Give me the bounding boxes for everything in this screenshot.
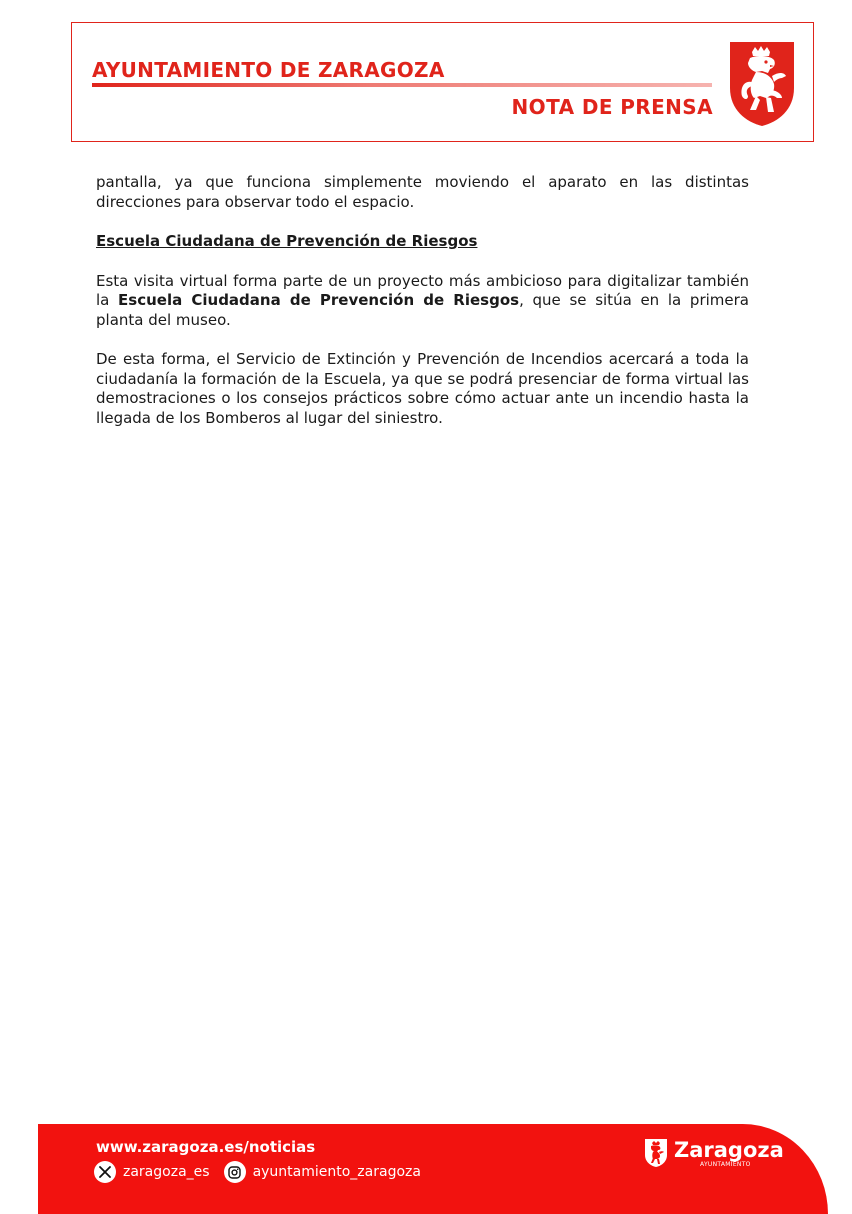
section-heading: Escuela Ciudadana de Prevención de Riesgos bbox=[96, 232, 478, 250]
organization-name: AYUNTAMIENTO DE ZARAGOZA bbox=[92, 58, 445, 82]
body-paragraph-school bbox=[96, 272, 749, 331]
x-handle: zaragoza_es bbox=[123, 1164, 210, 1180]
header-divider bbox=[92, 83, 712, 87]
zaragoza-lion-shield-icon bbox=[726, 38, 798, 128]
footer-brand-text bbox=[674, 1139, 784, 1168]
body-paragraph-continuation: pantalla, ya que funciona simplemente moviendo el aparato en las distintas direcciones para observar todo el espacio. bbox=[96, 173, 749, 211]
instagram-social-link[interactable] bbox=[224, 1161, 421, 1183]
instagram-handle: ayuntamiento_zaragoza bbox=[252, 1164, 421, 1180]
zaragoza-lion-shield-icon bbox=[644, 1138, 668, 1168]
page-footer bbox=[38, 1124, 828, 1214]
brand-name: Zaragoza bbox=[674, 1137, 784, 1162]
paragraph-text: , que se sitúa en la primera planta del museo. bbox=[96, 291, 749, 329]
social-links bbox=[94, 1160, 435, 1184]
x-twitter-icon bbox=[94, 1161, 116, 1183]
school-name-bold: Escuela Ciudadana de Prevención de Riesgos bbox=[118, 291, 520, 309]
press-header bbox=[71, 22, 814, 142]
zaragoza-footer-logo bbox=[644, 1138, 784, 1168]
x-social-link[interactable] bbox=[94, 1161, 210, 1183]
news-website-link[interactable]: www.zaragoza.es/noticias bbox=[96, 1138, 316, 1156]
paragraph-text: Esta visita virtual forma parte de un proyecto más ambicioso para digitalizar también la bbox=[96, 271, 749, 309]
press-release-body bbox=[96, 173, 749, 448]
instagram-icon bbox=[224, 1161, 246, 1183]
document-type-title: NOTA DE PRENSA bbox=[511, 95, 713, 119]
body-paragraph-fire-service: De esta forma, el Servicio de Extinción y Prevención de Incendios acercará a toda la ciudadanía la formación de la Escuela, ya que se podrá presenciar de forma virtual las demostraciones o los consejos prácticos sobre cómo actuar ante un incendio hasta la llegada de los Bomberos al lugar del siniestro. bbox=[96, 350, 749, 427]
brand-subtitle: AYUNTAMIENTO bbox=[700, 1160, 751, 1168]
